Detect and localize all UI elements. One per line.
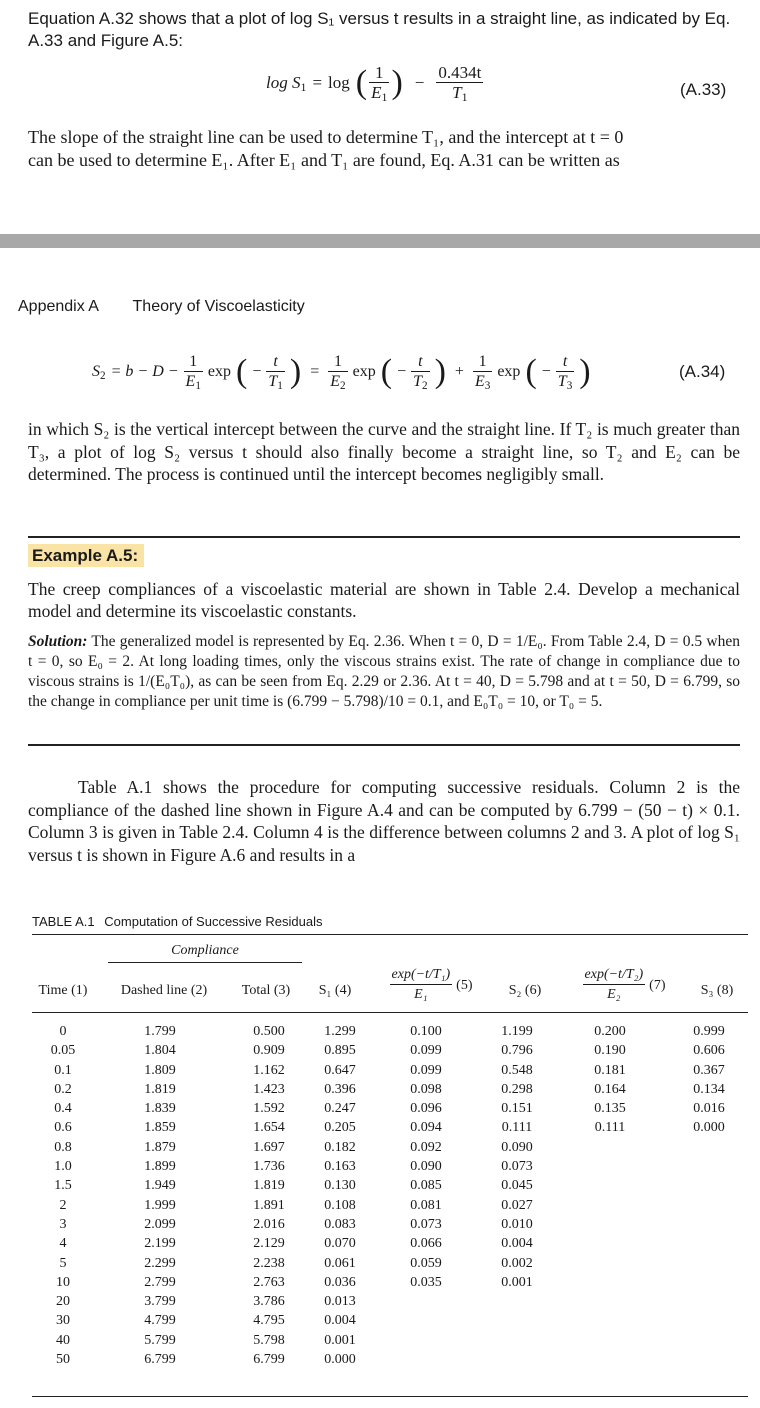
table-cell bbox=[670, 1254, 748, 1273]
table-cell: 1.654 bbox=[253, 1120, 285, 1136]
table-cell: 1.999 bbox=[144, 1197, 176, 1213]
table-cell: 6.799 bbox=[253, 1352, 285, 1368]
table-cell: 20 bbox=[56, 1294, 70, 1310]
slope-line-1: The slope of the straight line can be used to determine T₁, and the intercept at t = 0 bbox=[28, 127, 624, 147]
table-cell: 0.200 bbox=[594, 1024, 626, 1039]
table-cell: 2.199 bbox=[144, 1236, 176, 1252]
table-label: TABLE A.1 bbox=[32, 914, 95, 929]
table-caption bbox=[32, 914, 323, 929]
table-cell: 2.238 bbox=[253, 1255, 285, 1271]
example-rule-bottom bbox=[28, 744, 740, 746]
table-cell: 0.085 bbox=[410, 1178, 442, 1194]
table-cell: 0.004 bbox=[501, 1236, 533, 1252]
table-row bbox=[32, 1022, 748, 1041]
table-cell: 0.796 bbox=[501, 1043, 533, 1059]
solution-text: The generalized model is represented by Eq. 2.36. When t = 0, D = 1/E₀. From Table 2.4, D = 0.5 when t = 0, so E₀ = 2. At long loading times, only the viscous strains exist. The rate of change in compliance due to viscous strains is 1/(E₀T₀), as can be seen from Eq. 2.29 or 2.36. At t = 40, D = 5.798 and at t = 50, D = 6.799, so the change in compliance per unit time is (6.799 − 5.798)/10 = 0.1, and E₀T₀ = 10, or T₀ = 5. bbox=[28, 633, 740, 710]
table-row bbox=[32, 1350, 748, 1369]
table-cell: 1.0 bbox=[54, 1159, 72, 1175]
table-cell bbox=[368, 1350, 484, 1369]
table-cell: 5.799 bbox=[144, 1332, 176, 1348]
compliance-group-rule bbox=[108, 962, 302, 963]
running-header bbox=[18, 298, 305, 316]
table-cell: 0.182 bbox=[324, 1139, 356, 1155]
table-cell: 1.799 bbox=[144, 1024, 176, 1039]
table-cell: 0.999 bbox=[693, 1024, 725, 1039]
table-cell: 0.500 bbox=[253, 1024, 285, 1039]
table-cell: 2 bbox=[59, 1197, 67, 1213]
table-cell bbox=[484, 1292, 550, 1311]
table-row bbox=[32, 1292, 748, 1311]
table-cell: 50 bbox=[56, 1352, 70, 1368]
residuals-paragraph: Table A.1 shows the procedure for computing successive residuals. Column 2 is the compliance of the dashed line shown in Figure A.4 and can be computed by 6.799 − (50 − t) × 0.1. Column 3 is given in Table 2.4. Column 4 is the difference between columns 2 and 3. A plot of log S₁ versus t is shown in Figure A.6 and results in a bbox=[28, 777, 740, 865]
table-cell: 0.4 bbox=[54, 1101, 72, 1117]
col-header-s3: S₃ (8) bbox=[700, 983, 734, 998]
table-cell: 1.899 bbox=[144, 1159, 176, 1175]
table-cell: 0.1 bbox=[54, 1062, 72, 1078]
table-cell: 0.099 bbox=[410, 1062, 442, 1078]
eq-equals: = bbox=[312, 73, 323, 92]
table-cell: 3.799 bbox=[144, 1294, 176, 1310]
table-cell: 30 bbox=[56, 1313, 70, 1329]
table-cell: 4.799 bbox=[144, 1313, 176, 1329]
table-cell: 0.100 bbox=[410, 1024, 442, 1039]
col-header-5: $\frac{\text{exp(−t/T₁)}}{\text{E₁}}$ (5) bbox=[391, 967, 473, 1002]
table-cell: 0.163 bbox=[324, 1159, 356, 1175]
col-header-s1: S₁ (4) bbox=[318, 983, 352, 998]
table-cell: 1.891 bbox=[253, 1197, 285, 1213]
table-cell: 1.697 bbox=[253, 1139, 285, 1155]
table-row bbox=[32, 1157, 748, 1176]
table-cell: 0.081 bbox=[410, 1197, 442, 1213]
table-row bbox=[32, 1099, 748, 1118]
table-cell: 0.035 bbox=[410, 1274, 442, 1290]
example-problem: The creep compliances of a viscoelastic material are shown in Table 2.4. Develop a mechanical model and determine its viscoelastic constants. bbox=[28, 579, 740, 621]
table-cell: 0.909 bbox=[253, 1043, 285, 1059]
table-cell: 0.094 bbox=[410, 1120, 442, 1136]
table-cell: 1.819 bbox=[253, 1178, 285, 1194]
table-cell bbox=[670, 1196, 748, 1215]
table-cell: 0.205 bbox=[324, 1120, 356, 1136]
table-cell: 1.736 bbox=[253, 1159, 285, 1175]
table-row bbox=[32, 1041, 748, 1060]
table-cell: 1.879 bbox=[144, 1139, 176, 1155]
appendix-label: Appendix A bbox=[18, 298, 99, 315]
solution-label: Solution: bbox=[28, 633, 88, 650]
col-header-dashed: Dashed line (2) bbox=[120, 983, 208, 998]
table-cell: 0.895 bbox=[324, 1043, 356, 1059]
table-row bbox=[32, 1196, 748, 1215]
table-cell: 0.298 bbox=[501, 1081, 533, 1097]
table-cell bbox=[670, 1234, 748, 1253]
table-cell: 2.299 bbox=[144, 1255, 176, 1271]
table-cell: 1.804 bbox=[144, 1043, 176, 1059]
table-cell: 0.099 bbox=[410, 1043, 442, 1059]
example-solution bbox=[28, 632, 740, 712]
table-cell: 2.799 bbox=[144, 1274, 176, 1290]
table-cell: 1.592 bbox=[253, 1101, 285, 1117]
table-cell: 0.001 bbox=[501, 1274, 533, 1290]
table-row bbox=[32, 1234, 748, 1253]
table-cell bbox=[484, 1331, 550, 1350]
table-cell: 0.070 bbox=[324, 1236, 356, 1252]
table-cell: 0.606 bbox=[693, 1043, 725, 1059]
table-cell bbox=[550, 1311, 670, 1330]
table-cell: 0.164 bbox=[594, 1081, 626, 1097]
table-cell: 0.190 bbox=[594, 1043, 626, 1059]
table-cell: 0.027 bbox=[501, 1197, 533, 1213]
table-cell: 5.798 bbox=[253, 1332, 285, 1348]
table-cell bbox=[550, 1331, 670, 1350]
page-break-band bbox=[0, 234, 760, 248]
table-cell: 0.6 bbox=[54, 1120, 72, 1136]
table-cell bbox=[550, 1273, 670, 1292]
table-cell: 0.096 bbox=[410, 1101, 442, 1117]
equation-a33: $\log S_1$ = log ( $\frac{1}{E_1}$ ) − $\frac{0.434t}{T_1}$ bbox=[266, 62, 482, 104]
table-cell: 0.098 bbox=[410, 1081, 442, 1097]
table-cell: 2.016 bbox=[253, 1216, 285, 1232]
example-badge bbox=[28, 546, 144, 566]
table-cell: 0.130 bbox=[324, 1178, 356, 1194]
table-cell: 3.786 bbox=[253, 1294, 285, 1310]
table-cell bbox=[550, 1176, 670, 1195]
table-row bbox=[32, 1061, 748, 1080]
table-cell: 0.045 bbox=[501, 1178, 533, 1194]
table-cell bbox=[550, 1350, 670, 1369]
table-cell: 2.099 bbox=[144, 1216, 176, 1232]
compliance-group-header: Compliance bbox=[171, 943, 239, 958]
table-cell: 1.423 bbox=[253, 1081, 285, 1097]
table-cell: 5 bbox=[59, 1255, 67, 1271]
table-cell: 0.000 bbox=[693, 1120, 725, 1136]
table-cell bbox=[550, 1254, 670, 1273]
table-cell: 0.05 bbox=[50, 1043, 76, 1059]
table-cell: 3 bbox=[59, 1216, 67, 1232]
table-cell: 0.083 bbox=[324, 1216, 356, 1232]
table-cell bbox=[550, 1138, 670, 1157]
table-cell: 0.151 bbox=[501, 1101, 533, 1117]
table-cell bbox=[670, 1350, 748, 1369]
table-cell bbox=[550, 1157, 670, 1176]
table-cell: 0.013 bbox=[324, 1294, 356, 1310]
equation-number-a33: (A.33) bbox=[680, 80, 727, 99]
table-cell: 0.181 bbox=[594, 1062, 626, 1078]
table-cell: 0.090 bbox=[410, 1159, 442, 1175]
example-rule-top bbox=[28, 536, 740, 538]
col-header-total: Total (3) bbox=[241, 983, 291, 998]
table-title: Computation of Successive Residuals bbox=[104, 914, 323, 929]
table-rule-bottom bbox=[32, 1396, 748, 1397]
table-row bbox=[32, 1273, 748, 1292]
table-rule-header bbox=[32, 1012, 748, 1013]
eq-lhs: log S bbox=[266, 73, 301, 92]
table-cell bbox=[550, 1196, 670, 1215]
table-cell bbox=[550, 1292, 670, 1311]
table-cell bbox=[670, 1292, 748, 1311]
table-cell: 0.073 bbox=[410, 1216, 442, 1232]
table-cell bbox=[368, 1331, 484, 1350]
table-row bbox=[32, 1311, 748, 1330]
table-row bbox=[32, 1215, 748, 1234]
eq-fraction-2: $\frac{0.434t}{T_1}$ bbox=[438, 62, 482, 104]
table-cell: 0.247 bbox=[324, 1101, 356, 1117]
table-cell: 1.839 bbox=[144, 1101, 176, 1117]
table-cell: 0.548 bbox=[501, 1062, 533, 1078]
table-row bbox=[32, 1254, 748, 1273]
table-cell: 0.073 bbox=[501, 1159, 533, 1175]
table-cell bbox=[670, 1273, 748, 1292]
table-cell: 0.2 bbox=[54, 1081, 72, 1097]
table-cell: 1.819 bbox=[144, 1081, 176, 1097]
table-cell: 1.859 bbox=[144, 1120, 176, 1136]
residuals-table bbox=[32, 1022, 748, 1369]
table-row bbox=[32, 1176, 748, 1195]
equation-a34: $S_2$ = b − D − $\frac{1}{E_1}$ exp ( − $\frac{t}{T_1}$ ) = $\frac{1}{E_2}$ exp ( − $\frac{t}{T_2}$ ) + $\frac{1}{E_3}$ exp ( − $\frac{t}{T_3}$ ) bbox=[92, 352, 591, 392]
table-row bbox=[32, 1080, 748, 1099]
table-cell: 0.001 bbox=[324, 1332, 356, 1348]
table-cell bbox=[368, 1292, 484, 1311]
slope-paragraph bbox=[28, 126, 748, 172]
table-cell: 0.016 bbox=[693, 1101, 725, 1117]
table-cell: 1.809 bbox=[144, 1062, 176, 1078]
table-cell: 0.000 bbox=[324, 1352, 356, 1368]
table-cell: 1.5 bbox=[54, 1178, 72, 1194]
table-cell: 0.004 bbox=[324, 1313, 356, 1329]
table-cell bbox=[670, 1331, 748, 1350]
table-cell bbox=[670, 1176, 748, 1195]
table-cell: 0.396 bbox=[324, 1081, 356, 1097]
eq-minus: − bbox=[414, 73, 425, 92]
table-cell bbox=[550, 1215, 670, 1234]
table-cell: 0.647 bbox=[324, 1062, 356, 1078]
table-cell: 4 bbox=[59, 1236, 67, 1252]
table-cell: 0.059 bbox=[410, 1255, 442, 1271]
table-cell: 2.763 bbox=[253, 1274, 285, 1290]
table-cell: 0.010 bbox=[501, 1216, 533, 1232]
col-header-7: $\frac{\text{exp(−t/T₂)}}{\text{E₂}}$ (7) bbox=[584, 967, 666, 1002]
table-cell: 0.111 bbox=[594, 1120, 626, 1136]
table-cell bbox=[670, 1138, 748, 1157]
table-cell: 0.066 bbox=[410, 1236, 442, 1252]
table-cell: 1.299 bbox=[324, 1024, 356, 1039]
eq-fraction-1: $\frac{1}{E_1}$ bbox=[371, 62, 388, 104]
eq34-bd: = b − D − bbox=[110, 363, 179, 380]
table-cell bbox=[484, 1350, 550, 1369]
eq-log: log bbox=[328, 73, 350, 92]
table-cell: 0.002 bbox=[501, 1255, 533, 1271]
table-cell: 1.162 bbox=[253, 1062, 285, 1078]
table-cell: 10 bbox=[56, 1274, 70, 1290]
table-cell bbox=[670, 1311, 748, 1330]
slope-line-2: can be used to determine E₁. After E₁ and T₁ are found, Eq. A.31 can be written as bbox=[28, 150, 620, 170]
table-cell bbox=[368, 1311, 484, 1330]
table-cell: 0.092 bbox=[410, 1139, 442, 1155]
table-cell: 0.367 bbox=[693, 1062, 725, 1078]
table-cell: 0.090 bbox=[501, 1139, 533, 1155]
example-label: Example A.5: bbox=[28, 544, 144, 567]
equation-number-a34: (A.34) bbox=[679, 362, 726, 381]
table-row bbox=[32, 1138, 748, 1157]
table-cell: 0.061 bbox=[324, 1255, 356, 1271]
intro-paragraph bbox=[28, 8, 740, 52]
table-cell: 40 bbox=[56, 1332, 70, 1348]
table-cell: 0.108 bbox=[324, 1197, 356, 1213]
intercept-paragraph: in which S₂ is the vertical intercept between the curve and the straight line. If T₂ is much greater than T₃, a plot of log S₂ versus t should also finally become a straight line, so T₂ and E₂ can be determined. The process is continued until the intercept becomes negligibly small. bbox=[28, 419, 740, 484]
table-cell: 0.135 bbox=[594, 1101, 626, 1117]
col-header-time: Time (1) bbox=[38, 983, 88, 998]
table-cell: 1.199 bbox=[501, 1024, 533, 1039]
table-cell: 6.799 bbox=[144, 1352, 176, 1368]
table-cell bbox=[484, 1311, 550, 1330]
appendix-title: Theory of Viscoelasticity bbox=[132, 298, 305, 315]
table-cell: 0.036 bbox=[324, 1274, 356, 1290]
table-cell: 1.949 bbox=[144, 1178, 176, 1194]
table-cell: 0.8 bbox=[54, 1139, 72, 1155]
table-rule-top bbox=[32, 934, 748, 935]
table-cell: 0 bbox=[59, 1024, 67, 1039]
table-cell: 4.795 bbox=[253, 1313, 285, 1329]
table-row bbox=[32, 1118, 748, 1137]
table-cell: 0.111 bbox=[501, 1120, 533, 1136]
table-cell bbox=[670, 1215, 748, 1234]
table-cell: 2.129 bbox=[253, 1236, 285, 1252]
table-cell bbox=[550, 1234, 670, 1253]
table-row bbox=[32, 1331, 748, 1350]
table-cell: 0.134 bbox=[693, 1081, 725, 1097]
col-header-s2: S₂ (6) bbox=[508, 983, 542, 998]
intro-text: Equation A.32 shows that a plot of log S₁ versus t results in a straight line, as indicated by Eq. A.33 and Figure A.5: bbox=[28, 9, 731, 50]
table-cell bbox=[670, 1157, 748, 1176]
